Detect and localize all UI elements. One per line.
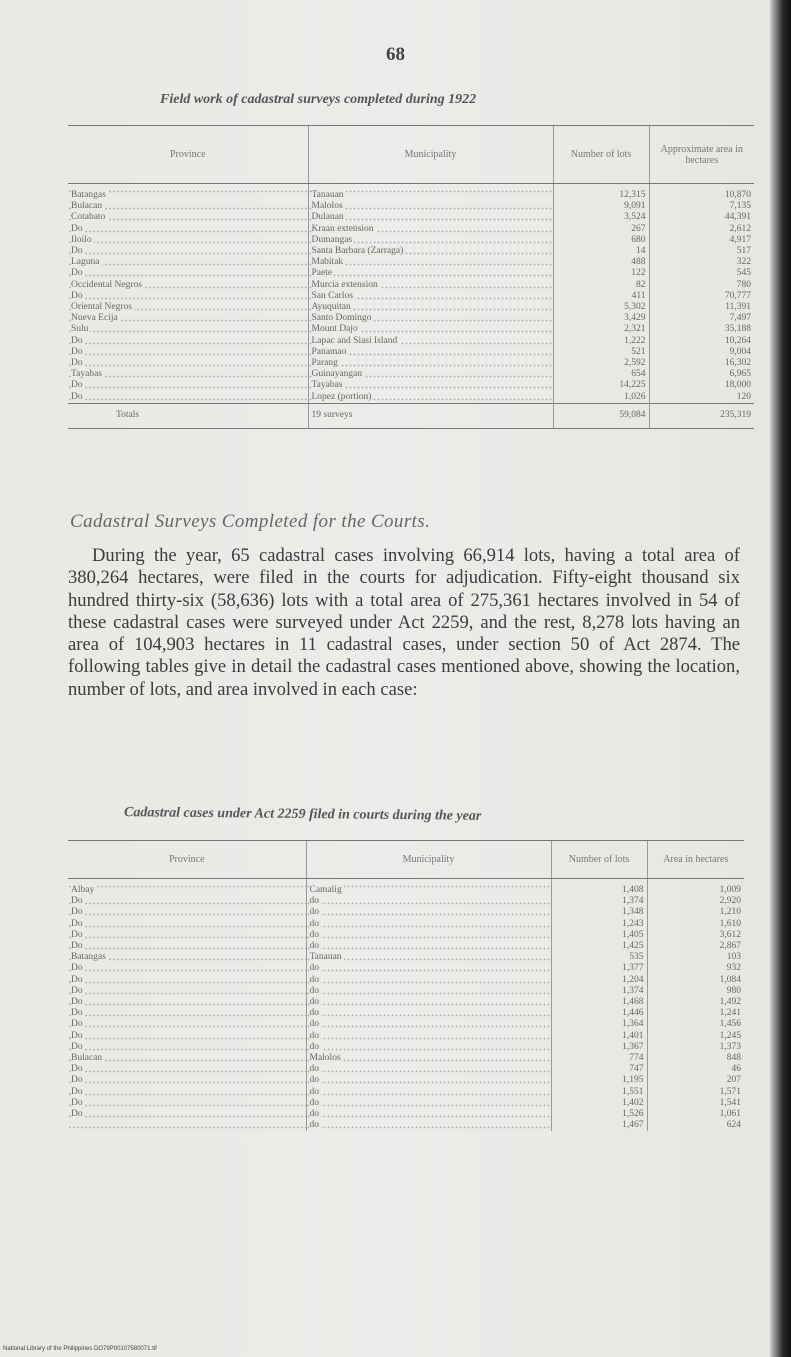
- cell-lots: 774: [629, 1053, 644, 1064]
- table-row: [68, 975, 744, 986]
- cell-area: 1,373: [719, 1041, 741, 1052]
- table-row: [68, 246, 754, 257]
- table-row: [68, 930, 744, 941]
- cell-lots: 2,321: [624, 324, 646, 335]
- cell-province: Do: [71, 358, 83, 369]
- cell-area: 9,004: [729, 346, 751, 357]
- cell-lots: 1,402: [622, 1097, 644, 1108]
- page-number: 68: [386, 44, 405, 65]
- table-row: [68, 986, 744, 997]
- table-row: [68, 291, 754, 302]
- cell-lots: 82: [636, 279, 646, 290]
- cell-area: 3,612: [719, 929, 741, 940]
- table-row: [68, 1064, 744, 1075]
- table-row: [68, 369, 754, 380]
- cell-municipality: do: [309, 907, 319, 918]
- cell-area: 46: [731, 1064, 741, 1075]
- cell-municipality: do: [309, 1086, 319, 1097]
- cell-province: Do: [71, 380, 83, 391]
- header-municipality: Municipality: [308, 126, 553, 184]
- cell-lots: 1,195: [622, 1075, 644, 1086]
- cell-lots: 1,204: [622, 974, 644, 985]
- totals-row: [68, 403, 754, 428]
- cell-province: Do: [71, 974, 83, 985]
- cell-province: Bulacan: [71, 1053, 103, 1064]
- cell-municipality: Lapac and Siasi Island: [311, 335, 398, 346]
- header-area: Approximate area in hectares: [649, 126, 754, 184]
- cell-lots: 14,225: [619, 380, 646, 391]
- cell-lots: 654: [631, 369, 646, 380]
- cell-province: Do: [71, 290, 83, 301]
- cell-municipality: Dulanan: [311, 212, 344, 223]
- cell-municipality: do: [309, 896, 319, 907]
- table-surveys-completed: [68, 125, 754, 429]
- cell-lots: 1,526: [622, 1109, 644, 1120]
- cell-province: Nueva Ecija: [71, 313, 118, 324]
- cell-province: Bulacan: [71, 201, 103, 212]
- table-row: [68, 879, 744, 897]
- table-row: [68, 347, 754, 358]
- cell-province: Do: [71, 1019, 83, 1030]
- table2-caption: Cadastral cases under Act 2259 filed in courts during the year: [123, 805, 482, 824]
- cell-lots: 1,374: [622, 985, 644, 996]
- cell-lots: 1,467: [622, 1120, 644, 1131]
- cell-area: 1,009: [719, 885, 741, 895]
- cell-area: 322: [736, 257, 751, 268]
- cell-area: 103: [726, 952, 741, 963]
- cell-area: 7,135: [729, 201, 751, 212]
- cell-province: Do: [71, 1109, 83, 1120]
- cell-lots: 1,377: [622, 963, 644, 974]
- cell-area: 980: [726, 985, 741, 996]
- table-row: [68, 212, 754, 223]
- table-row: [68, 313, 754, 324]
- table-row: [68, 1109, 744, 1120]
- table-row: [68, 280, 754, 291]
- table-row: [68, 1087, 744, 1098]
- cell-lots: 122: [631, 268, 646, 279]
- section-heading: Cadastral Surveys Completed for the Courts.: [70, 511, 431, 532]
- paragraph-text: During the year, 65 cadastral cases involving 66,914 lots, having a total area of 380,264 hectares, were filed in the courts for adjudication. Fifty-eight thousand six hundred thirty-six (58,636) lots with a total area of 275,361 hectares involved in 54 of these cadastral cases were surveyed under Act 2259, and the rest, 8,278 lots having an area of 104,903 hectares in 11 cadastral cases, under section 50 of Act 2874. The following tables give in detail the cadastral cases mentioned above, showing the location, number of lots, and area involved in each case:: [68, 545, 740, 700]
- cell-area: 1,541: [719, 1097, 741, 1108]
- cell-lots: 5,302: [624, 302, 646, 313]
- cell-province: Oriental Negros: [71, 302, 132, 313]
- cell-area: 44,391: [724, 212, 751, 223]
- cell-municipality: do: [309, 1109, 319, 1120]
- cell-lots: 1,222: [624, 335, 646, 346]
- cell-province: Do: [71, 335, 83, 346]
- cell-area: 1,456: [719, 1019, 741, 1030]
- table-row: [68, 1098, 744, 1109]
- cell-lots: 680: [631, 234, 646, 245]
- cell-lots: 9,091: [624, 201, 646, 212]
- cell-municipality: Kraan extension: [311, 223, 374, 234]
- cell-area: 4,917: [729, 234, 751, 245]
- cell-area: 35,188: [724, 324, 751, 335]
- cell-province: Do: [71, 1097, 83, 1108]
- cell-province: Batangas: [71, 190, 106, 200]
- cell-municipality: Tanauan: [309, 952, 342, 963]
- table-row: [68, 324, 754, 335]
- cell-province: Tayabas: [71, 369, 102, 380]
- cell-province: Do: [71, 1075, 83, 1086]
- cell-area: 10,870: [724, 190, 751, 200]
- cell-province: Do: [71, 985, 83, 996]
- cell-area: 16,302: [724, 358, 751, 369]
- cell-area: 2,867: [719, 941, 741, 952]
- cell-municipality: do: [309, 985, 319, 996]
- cell-totals-label: Totals: [116, 410, 140, 421]
- table-row: [68, 896, 744, 907]
- cell-municipality: Dumangas: [311, 234, 353, 245]
- table-row: [68, 380, 754, 391]
- cell-province: Do: [71, 929, 83, 940]
- cell-area: 70,777: [724, 290, 751, 301]
- cell-lots: 1,401: [622, 1030, 644, 1041]
- cell-municipality: Mount Dajo: [311, 324, 358, 335]
- cell-area: 7,497: [729, 313, 751, 324]
- cell-municipality: do: [309, 918, 319, 929]
- cell-area: 2,920: [719, 896, 741, 907]
- cell-municipality: Murcia extension: [311, 279, 378, 290]
- cell-lots: 1,468: [622, 997, 644, 1008]
- table-row: [68, 1008, 744, 1019]
- table-row: [68, 184, 754, 202]
- cell-province: Do: [71, 246, 83, 257]
- table-row: [68, 336, 754, 347]
- table-row: [68, 224, 754, 235]
- cell-area: 848: [726, 1053, 741, 1064]
- cell-lots: 1,405: [622, 929, 644, 940]
- table-row: [68, 268, 754, 279]
- cell-lots: 267: [631, 223, 646, 234]
- cell-municipality: Ayuquitan: [311, 302, 351, 313]
- header-number-of-lots: Number of lots: [551, 841, 647, 879]
- table-row: [68, 257, 754, 268]
- cell-province: Occidental Negros: [71, 279, 142, 290]
- cell-area: 1,610: [719, 918, 741, 929]
- cell-lots: 1,425: [622, 941, 644, 952]
- header-province: Province: [68, 841, 306, 879]
- page-binding-edge: [770, 0, 791, 1357]
- header-municipality: Municipality: [306, 841, 551, 879]
- cell-province: Cotabato: [71, 212, 106, 223]
- cell-province: Sulu: [71, 324, 89, 335]
- cell-municipality: San Carlos: [311, 290, 353, 301]
- cell-lots: 1,243: [622, 918, 644, 929]
- cell-municipality: do: [309, 1019, 319, 1030]
- cell-municipality: Parang: [311, 358, 338, 369]
- cell-province: Do: [71, 907, 83, 918]
- cell-totals-surveys: 19 surveys: [311, 410, 353, 421]
- cell-province: Albay: [71, 885, 95, 895]
- cell-municipality: do: [309, 1008, 319, 1019]
- header-area: Area in hectares: [647, 841, 744, 879]
- table-row: [68, 1120, 744, 1131]
- cell-lots: 535: [629, 952, 644, 963]
- table-row: [68, 1075, 744, 1086]
- cell-province: Do: [71, 1041, 83, 1052]
- cell-lots: 1,348: [622, 907, 644, 918]
- cell-area: 1,245: [719, 1030, 741, 1041]
- cell-municipality: Paete: [311, 268, 333, 279]
- table-row: [68, 963, 744, 974]
- cell-area: 1,061: [719, 1109, 741, 1120]
- cell-lots: 3,524: [624, 212, 646, 223]
- cell-province: Batangas: [71, 952, 106, 963]
- cell-area: 932: [726, 963, 741, 974]
- cell-lots: 1,367: [622, 1041, 644, 1052]
- table-row: [68, 952, 744, 963]
- cell-totals-area: 235,319: [720, 410, 751, 421]
- cell-lots: 1,446: [622, 1008, 644, 1019]
- cell-municipality: do: [309, 1064, 319, 1075]
- cell-municipality: do: [309, 1030, 319, 1041]
- cell-municipality: Santa Barbara (Zarraga): [311, 246, 404, 257]
- cell-lots: 14: [636, 246, 646, 257]
- table-row: [68, 1019, 744, 1030]
- cell-area: 6,965: [729, 369, 751, 380]
- cell-province: [71, 1120, 73, 1130]
- cell-municipality: Lopez (portion): [311, 391, 372, 402]
- header-number-of-lots: Number of lots: [553, 126, 649, 184]
- cell-area: 1,210: [719, 907, 741, 918]
- cell-lots: 1,408: [622, 885, 644, 895]
- cell-area: 10,264: [724, 335, 751, 346]
- cell-municipality: do: [309, 1120, 319, 1131]
- table-row: [68, 907, 744, 918]
- cell-totals-lots: 59,084: [619, 410, 646, 421]
- cell-area: 1,241: [719, 1008, 741, 1019]
- cell-lots: 1,374: [622, 896, 644, 907]
- cell-lots: 12,315: [619, 190, 646, 200]
- cell-area: 1,492: [719, 997, 741, 1008]
- cell-municipality: Tanauan: [311, 190, 344, 200]
- header-province: Province: [68, 126, 308, 184]
- cell-province: Do: [71, 1064, 83, 1075]
- cell-municipality: do: [309, 1097, 319, 1108]
- cell-province: Do: [71, 997, 83, 1008]
- cell-municipality: Tayabas: [311, 380, 343, 391]
- table-row: [68, 997, 744, 1008]
- cell-municipality: do: [309, 974, 319, 985]
- table-row: [68, 201, 754, 212]
- cell-province: Do: [71, 391, 83, 402]
- cell-lots: 1,364: [622, 1019, 644, 1030]
- table-cadastral-cases: [68, 840, 744, 1131]
- cell-municipality: Mabitak: [311, 257, 344, 268]
- table-row: [68, 1042, 744, 1053]
- cell-province: Do: [71, 1008, 83, 1019]
- table-row: [68, 941, 744, 952]
- cell-area: 18,000: [724, 380, 751, 391]
- cell-municipality: do: [309, 929, 319, 940]
- cell-lots: 521: [631, 346, 646, 357]
- cell-lots: 3,429: [624, 313, 646, 324]
- scan-footer: National Library of the Philippines DO79P00107580071.tif: [3, 1346, 157, 1352]
- cell-area: 1,084: [719, 974, 741, 985]
- cell-municipality: do: [309, 941, 319, 952]
- cell-area: 207: [726, 1075, 741, 1086]
- cell-area: 780: [736, 279, 751, 290]
- cell-lots: 2,592: [624, 358, 646, 369]
- cell-province: Do: [71, 1030, 83, 1041]
- table-row: [68, 1053, 744, 1064]
- body-paragraph: [68, 545, 740, 701]
- cell-lots: 488: [631, 257, 646, 268]
- cell-municipality: Malolos: [311, 201, 343, 212]
- cell-area: 2,612: [729, 223, 751, 234]
- cell-area: 1,571: [719, 1086, 741, 1097]
- cell-municipality: do: [309, 963, 319, 974]
- cell-area: 545: [736, 268, 751, 279]
- table-row: [68, 1031, 744, 1042]
- cell-lots: 1,551: [622, 1086, 644, 1097]
- table-row: [68, 302, 754, 313]
- cell-municipality: Guinayangan: [311, 369, 363, 380]
- cell-province: Laguna: [71, 257, 100, 268]
- cell-province: Do: [71, 268, 83, 279]
- cell-area: 11,391: [725, 302, 751, 313]
- cell-province: Do: [71, 223, 83, 234]
- cell-province: Do: [71, 896, 83, 907]
- cell-area: 624: [726, 1120, 741, 1131]
- cell-municipality: do: [309, 997, 319, 1008]
- cell-municipality: do: [309, 1075, 319, 1086]
- cell-lots: 1,026: [624, 391, 646, 402]
- cell-province: Do: [71, 346, 83, 357]
- cell-province: Iloilo: [71, 234, 92, 245]
- cell-province: Do: [71, 963, 83, 974]
- table-row: [68, 919, 744, 930]
- cell-municipality: Camalig: [309, 885, 342, 895]
- cell-area: 120: [736, 391, 751, 402]
- cell-municipality: do: [309, 1041, 319, 1052]
- cell-province: Do: [71, 918, 83, 929]
- table1-caption: Field work of cadastral surveys completed during 1922: [160, 92, 477, 107]
- cell-municipality: Santo Domingo: [311, 313, 372, 324]
- table-row: [68, 392, 754, 404]
- cell-lots: 411: [631, 290, 646, 301]
- cell-province: Do: [71, 1086, 83, 1097]
- table-row: [68, 235, 754, 246]
- table-row: [68, 358, 754, 369]
- cell-area: 517: [736, 246, 751, 257]
- cell-municipality: Malolos: [309, 1053, 341, 1064]
- cell-lots: 747: [629, 1064, 644, 1075]
- cell-municipality: Panamao: [311, 346, 347, 357]
- cell-province: Do: [71, 941, 83, 952]
